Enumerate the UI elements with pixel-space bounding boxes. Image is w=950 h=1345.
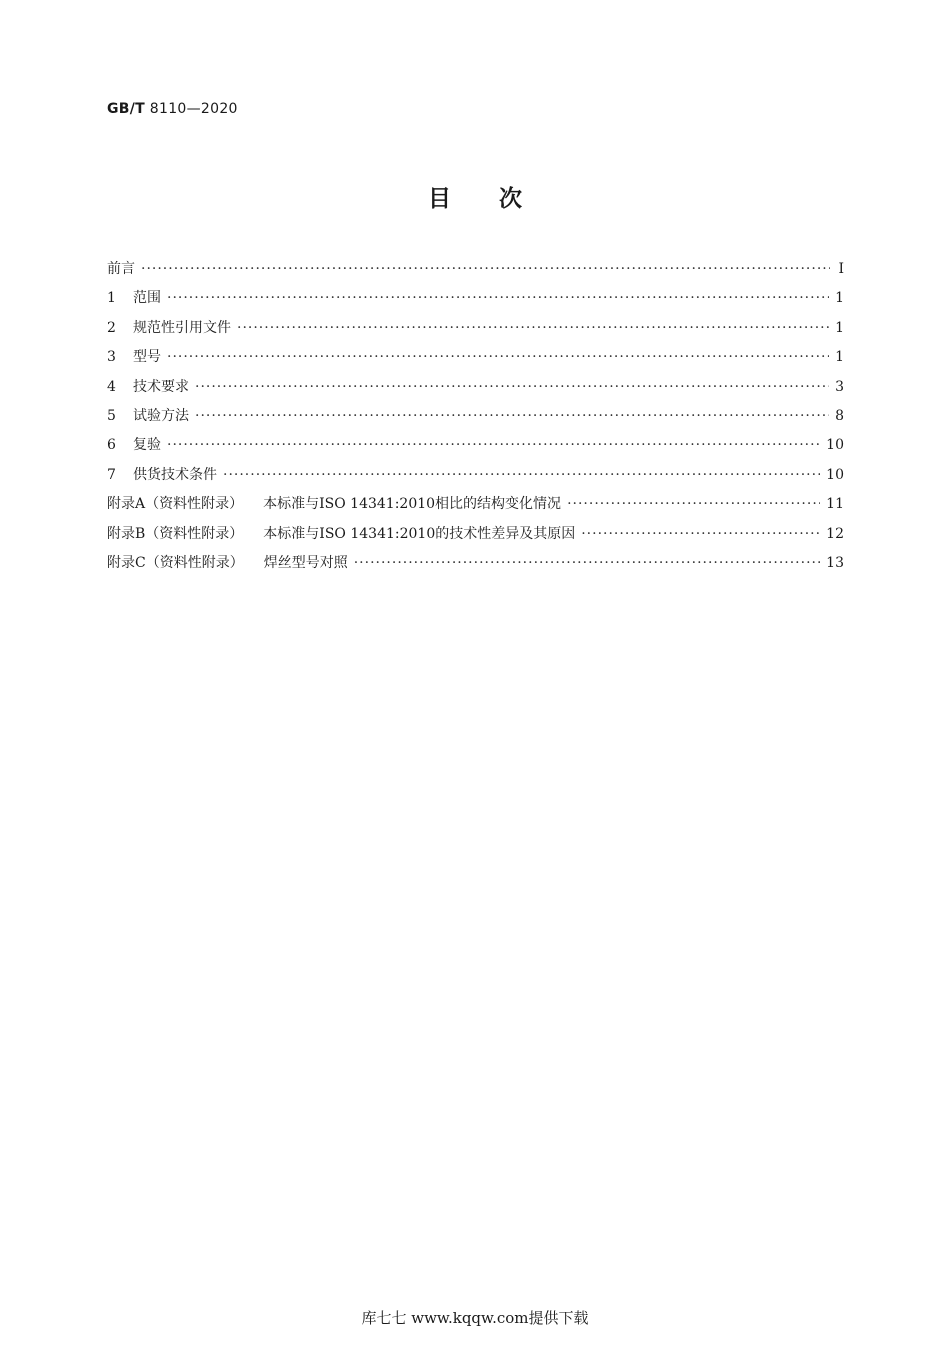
toc-page-number: 1 xyxy=(835,290,844,307)
toc-entry-retest[interactable] xyxy=(107,434,844,463)
toc-entry-test-methods[interactable] xyxy=(107,405,844,434)
toc-entry-label: 规范性引用文件 xyxy=(133,319,231,336)
toc-entry-annex-c[interactable] xyxy=(107,552,844,581)
dot-leader xyxy=(167,290,829,306)
download-source-footer: 库七七 www.kqqw.com提供下载 xyxy=(361,1309,589,1327)
toc-page-number: 12 xyxy=(826,525,844,542)
toc-entry-annex-b[interactable] xyxy=(107,523,844,552)
toc-entry-label: 复验 xyxy=(133,437,161,454)
toc-entry-label: 前言 xyxy=(107,261,135,277)
page-title: 目次 xyxy=(428,186,570,212)
toc-page-number: 8 xyxy=(835,407,844,424)
toc-entry-annex-a[interactable] xyxy=(107,493,844,522)
toc-entry-scope[interactable] xyxy=(107,287,844,316)
toc-entry-technical-requirements[interactable] xyxy=(107,376,844,405)
toc-entry-supply-conditions[interactable] xyxy=(107,464,844,493)
toc-entry-number: 7 xyxy=(107,466,116,483)
toc-page-number: 11 xyxy=(826,496,844,513)
toc-page-number: 10 xyxy=(826,437,844,454)
table-of-contents xyxy=(107,258,844,581)
toc-entry-foreword[interactable] xyxy=(107,258,844,287)
dot-leader xyxy=(167,349,829,365)
dot-leader xyxy=(237,320,829,336)
dot-leader xyxy=(141,261,830,277)
toc-page-number: 1 xyxy=(835,349,844,366)
toc-annex-designation: 附录A（资料性附录） xyxy=(107,496,244,513)
toc-entry-label: 范围 xyxy=(133,290,161,307)
toc-annex-designation: 附录C（资料性附录） xyxy=(107,554,244,571)
toc-entry-label: 型号 xyxy=(133,349,161,366)
toc-entry-label: 焊丝型号对照 xyxy=(263,554,348,571)
dot-leader xyxy=(354,555,820,571)
standard-number: 8110—2020 xyxy=(149,101,238,117)
dot-leader xyxy=(195,379,829,395)
toc-entry-number: 1 xyxy=(107,290,116,307)
dot-leader xyxy=(167,437,820,453)
toc-entry-model[interactable] xyxy=(107,346,844,375)
toc-page-number: 1 xyxy=(835,319,844,336)
toc-entry-label: 本标准与ISO 14341:2010的技术性差异及其原因 xyxy=(263,525,576,542)
toc-entry-label: 试验方法 xyxy=(133,407,189,424)
toc-entry-number: 5 xyxy=(107,407,116,424)
toc-entry-number: 2 xyxy=(107,319,116,336)
toc-entry-number: 6 xyxy=(107,437,116,454)
toc-page-number: 10 xyxy=(826,466,844,483)
standard-prefix: GB/T xyxy=(107,101,146,117)
toc-entry-label: 技术要求 xyxy=(133,378,189,395)
toc-annex-designation: 附录B（资料性附录） xyxy=(107,525,244,542)
toc-entry-number: 4 xyxy=(107,378,116,395)
toc-entry-label: 供货技术条件 xyxy=(133,466,217,483)
dot-leader xyxy=(223,467,820,483)
toc-page-number: 13 xyxy=(826,554,844,571)
toc-entry-number: 3 xyxy=(107,349,116,366)
dot-leader xyxy=(567,496,820,512)
toc-page-number: 3 xyxy=(835,378,844,395)
dot-leader xyxy=(581,526,820,542)
dot-leader xyxy=(195,408,829,424)
toc-entry-normative-references[interactable] xyxy=(107,317,844,346)
standard-code xyxy=(107,101,238,117)
toc-entry-label: 本标准与ISO 14341:2010相比的结构变化情况 xyxy=(263,496,562,513)
toc-page-number: Ⅰ xyxy=(838,261,844,277)
